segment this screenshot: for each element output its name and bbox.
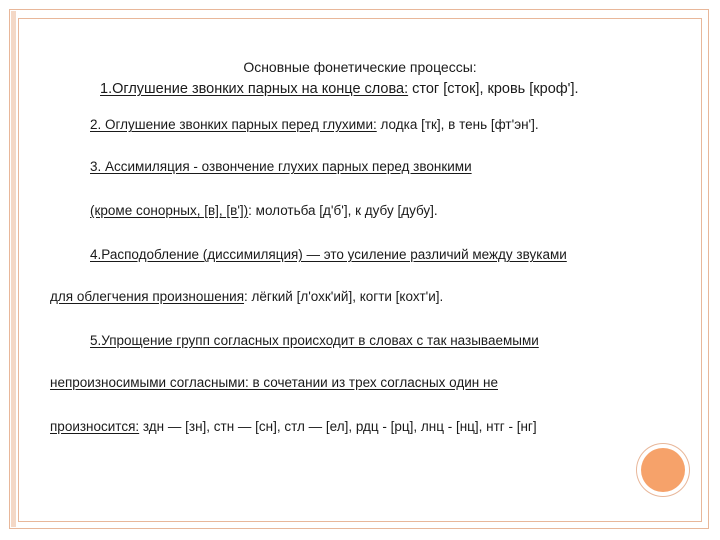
slide-title: Основные фонетические процессы: bbox=[243, 59, 477, 75]
item-3-exceptions: (кроме сонорных, [в], [в']) bbox=[90, 203, 249, 218]
item-5-heading-end: произносится: bbox=[50, 419, 140, 434]
item-2-examples: лодка [тк], в тень [фт'эн']. bbox=[376, 117, 539, 132]
item-1 bbox=[100, 80, 579, 98]
item-5-line-2: непроизносимыми согласными: в сочетании из трех согласных один не bbox=[50, 375, 498, 390]
item-1-heading: 1.Оглушение звонких парных на конце слова: bbox=[100, 81, 409, 97]
item-3-line-1: 3. Ассимиляция - озвончение глухих парных перед звонкими bbox=[90, 159, 472, 174]
item-1-examples: стог [сток], кровь [кроф']. bbox=[408, 81, 579, 97]
item-5-line-3 bbox=[50, 418, 537, 436]
item-4-line-1: 4.Расподобление (диссимиляция) — это усиление различий между звуками bbox=[90, 247, 567, 262]
item-4-purpose: для облегчения произношения bbox=[50, 289, 245, 304]
item-2-heading: 2. Оглушение звонких парных перед глухими: bbox=[90, 117, 377, 132]
item-3-examples: : молотьба [д'б'], к дубу [дубу]. bbox=[248, 203, 438, 218]
item-4-line-2 bbox=[50, 288, 443, 306]
item-4-examples: : лёгкий [л'охк'ий], когти [кохт'и]. bbox=[244, 289, 444, 304]
item-3-line-2 bbox=[90, 202, 438, 220]
item-5-line-1: 5.Упрощение групп согласных происходит в словах с так называемыми bbox=[90, 333, 539, 348]
decorative-orange-circle bbox=[641, 448, 685, 492]
item-5-examples: здн — [зн], стн — [сн], стл — [ел], рдц - [рц], лнц - [нц], нтг - [нг] bbox=[139, 419, 537, 434]
item-2 bbox=[90, 116, 539, 134]
